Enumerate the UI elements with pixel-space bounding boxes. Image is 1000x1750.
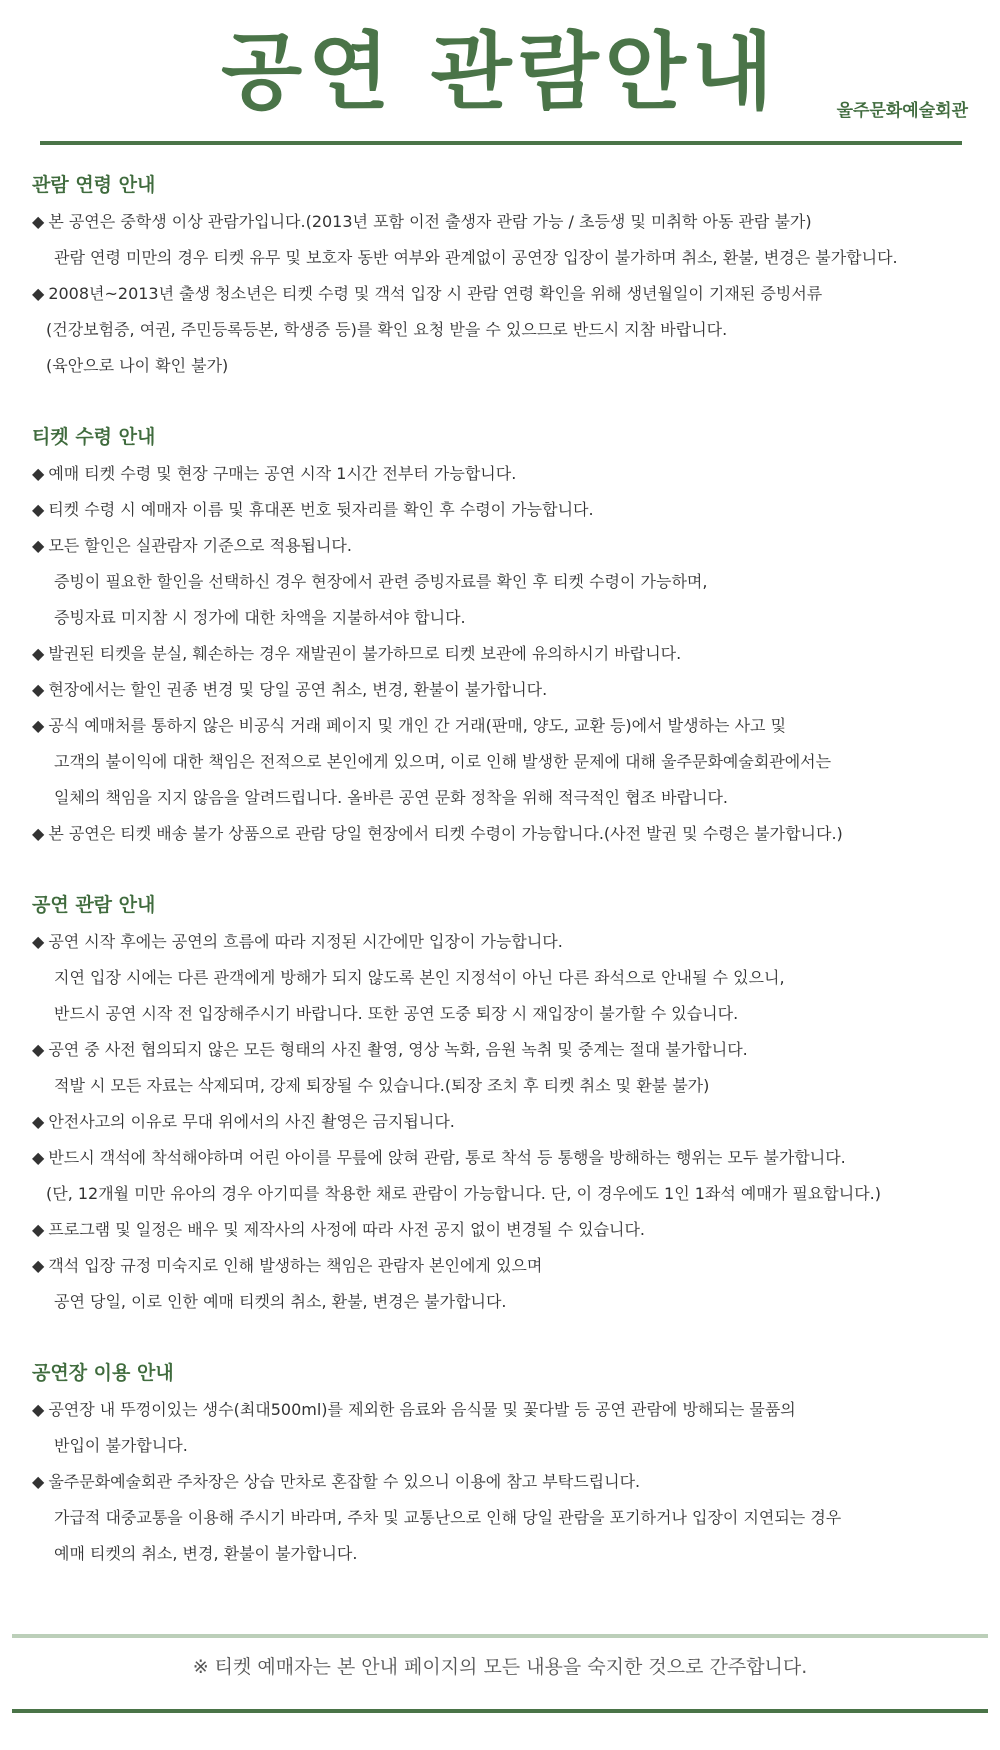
diamond-bullet-icon: ◆ (32, 1040, 45, 1059)
diamond-bullet-icon: ◆ (32, 1400, 45, 1419)
diamond-bullet-icon: ◆ (32, 1220, 45, 1239)
diamond-bullet-icon: ◆ (32, 932, 45, 951)
notice-line (32, 780, 972, 816)
notice-text: 고객의 불이익에 대한 책임은 전적으로 본인에게 있으며, 이로 인해 발생한 문제에 대해 울주문화예술회관에서는 (54, 752, 832, 771)
notice-item (32, 636, 972, 672)
notice-line (32, 1068, 972, 1104)
notice-item (32, 204, 972, 276)
notice-text: 공연장 내 뚜껑이있는 생수(최대500ml)를 제외한 음료와 음식물 및 꽃다발 등 공연 관람에 방해되는 물품의 (48, 1400, 796, 1419)
notice-item (32, 708, 972, 816)
notice-text: 증빙이 필요한 할인을 선택하신 경우 현장에서 관련 증빙자료를 확인 후 티켓 수령이 가능하며, (54, 572, 708, 591)
notice-line (32, 492, 972, 528)
organization-name: 울주문화예술회관 (836, 101, 968, 121)
section-title: 티켓 수령 안내 (32, 426, 156, 448)
diamond-bullet-icon: ◆ (32, 464, 45, 483)
notice-text: 발권된 티켓을 분실, 훼손하는 경우 재발권이 불가하므로 티켓 보관에 유의하시기 바랍니다. (48, 644, 682, 663)
notice-line (32, 240, 972, 276)
diamond-bullet-icon: ◆ (32, 536, 45, 555)
notice-text: 지연 입장 시에는 다른 관객에게 방해가 되지 않도록 본인 지정석이 아닌 다른 좌석으로 안내될 수 있으니, (54, 968, 785, 987)
notice-text: 공연 시작 후에는 공연의 흐름에 따라 지정된 시간에만 입장이 가능합니다. (48, 932, 563, 951)
page-header (0, 0, 1000, 150)
page-title: 공연 관람안내 (220, 22, 780, 121)
diamond-bullet-icon: ◆ (32, 680, 45, 699)
notice-text: (단, 12개월 미만 유아의 경우 아기띠를 착용한 채로 관람이 가능합니다. 단, 이 경우에도 1인 1좌석 예매가 필요합니다.) (46, 1184, 881, 1203)
notice-item (32, 1104, 972, 1140)
notice-item (32, 492, 972, 528)
notice-line (32, 1500, 972, 1536)
notice-item (32, 672, 972, 708)
notice-text: 현장에서는 할인 권종 변경 및 당일 공연 취소, 변경, 환불이 불가합니다. (48, 680, 548, 699)
notice-line (32, 600, 972, 636)
notice-text: 반입이 불가합니다. (54, 1436, 188, 1455)
diamond-bullet-icon: ◆ (32, 824, 45, 843)
notice-text: 본 공연은 중학생 이상 관람가입니다.(2013년 포함 이전 출생자 관람 가능 / 초등생 및 미취학 아동 관람 불가) (48, 212, 812, 231)
notice-line (32, 1428, 972, 1464)
notice-line (32, 816, 972, 852)
notice-text: 관람 연령 미만의 경우 티켓 유무 및 보호자 동반 여부와 관계없이 공연장 입장이 불가하며 취소, 환불, 변경은 불가합니다. (54, 248, 898, 267)
notice-line (32, 456, 972, 492)
notice-text: 반드시 객석에 착석해야하며 어린 아이를 무릎에 앉혀 관람, 통로 착석 등 통행을 방해하는 행위는 모두 불가합니다. (48, 1148, 846, 1167)
notice-text: 공연 당일, 이로 인한 예매 티켓의 취소, 환불, 변경은 불가합니다. (54, 1292, 507, 1311)
footer-divider-bottom (12, 1709, 988, 1713)
notice-line (32, 348, 972, 384)
notice-line (32, 636, 972, 672)
notice-line (32, 1464, 972, 1500)
notice-text: 적발 시 모든 자료는 삭제되며, 강제 퇴장될 수 있습니다.(퇴장 조치 후 티켓 취소 및 환불 불가) (54, 1076, 710, 1095)
notice-line (32, 708, 972, 744)
notice-content (32, 172, 972, 1612)
notice-item (32, 1464, 972, 1572)
notice-text: 객석 입장 규정 미숙지로 인해 발생하는 책임은 관람자 본인에게 있으며 (48, 1256, 543, 1275)
notice-text: 본 공연은 티켓 배송 불가 상품으로 관람 당일 현장에서 티켓 수령이 가능합니다.(사전 발권 및 수령은 불가합니다.) (48, 824, 843, 843)
section-title: 관람 연령 안내 (32, 174, 156, 196)
notice-item (32, 1248, 972, 1320)
notice-text: 안전사고의 이유로 무대 위에서의 사진 촬영은 금지됩니다. (48, 1112, 455, 1131)
notice-text: 반드시 공연 시작 전 입장해주시기 바랍니다. 또한 공연 도중 퇴장 시 재입장이 불가할 수 있습니다. (54, 1004, 739, 1023)
notice-line (32, 924, 972, 960)
notice-line (32, 1176, 972, 1212)
notice-text: 예매 티켓의 취소, 변경, 환불이 불가합니다. (54, 1544, 358, 1563)
notice-line (32, 1032, 972, 1068)
notice-line (32, 1248, 972, 1284)
notice-line (32, 1104, 972, 1140)
notice-item (32, 456, 972, 492)
diamond-bullet-icon: ◆ (32, 1148, 45, 1167)
diamond-bullet-icon: ◆ (32, 716, 45, 735)
notice-line (32, 1212, 972, 1248)
notice-item (32, 1212, 972, 1248)
notice-text: 울주문화예술회관 주차장은 상습 만차로 혼잡할 수 있으니 이용에 참고 부탁드립니다. (48, 1472, 641, 1491)
footer-divider-top (12, 1634, 988, 1638)
footer-note: ※ 티켓 예매자는 본 안내 페이지의 모든 내용을 숙지한 것으로 간주합니다. (192, 1656, 808, 1678)
notice-item (32, 816, 972, 852)
notice-text: (건강보험증, 여권, 주민등록등본, 학생증 등)를 확인 요청 받을 수 있으므로 반드시 지참 바랍니다. (46, 320, 728, 339)
notice-line (32, 528, 972, 564)
notice-line (32, 564, 972, 600)
notice-line (32, 312, 972, 348)
notice-item (32, 276, 972, 384)
notice-item (32, 1032, 972, 1104)
diamond-bullet-icon: ◆ (32, 500, 45, 519)
notice-line (32, 1140, 972, 1176)
notice-text: 예매 티켓 수령 및 현장 구매는 공연 시작 1시간 전부터 가능합니다. (48, 464, 517, 483)
notice-line (32, 276, 972, 312)
notice-text: 모든 할인은 실관람자 기준으로 적용됩니다. (48, 536, 352, 555)
notice-line (32, 204, 972, 240)
notice-text: 일체의 책임을 지지 않음을 알려드립니다. 올바른 공연 문화 정착을 위해 적극적인 협조 바랍니다. (54, 788, 728, 807)
notice-text: 2008년~2013년 출생 청소년은 티켓 수령 및 객석 입장 시 관람 연령 확인을 위해 생년월일이 기재된 증빙서류 (48, 284, 823, 303)
notice-section (32, 424, 972, 852)
notice-section (32, 1360, 972, 1572)
notice-item (32, 924, 972, 1032)
notice-section (32, 172, 972, 384)
notice-line (32, 1284, 972, 1320)
section-title: 공연 관람 안내 (32, 894, 156, 916)
notice-line (32, 744, 972, 780)
diamond-bullet-icon: ◆ (32, 284, 45, 303)
diamond-bullet-icon: ◆ (32, 1256, 45, 1275)
header-divider (40, 141, 962, 145)
notice-text: 프로그램 및 일정은 배우 및 제작사의 사정에 따라 사전 공지 없이 변경될 수 있습니다. (48, 1220, 646, 1239)
notice-item (32, 528, 972, 636)
notice-text: 가급적 대중교통을 이용해 주시기 바라며, 주차 및 교통난으로 인해 당일 관람을 포기하거나 입장이 지연되는 경우 (54, 1508, 842, 1527)
notice-line (32, 1536, 972, 1572)
notice-section (32, 892, 972, 1320)
notice-line (32, 996, 972, 1032)
diamond-bullet-icon: ◆ (32, 212, 45, 231)
notice-text: 공연 중 사전 협의되지 않은 모든 형태의 사진 촬영, 영상 녹화, 음원 녹취 및 중계는 절대 불가합니다. (48, 1040, 748, 1059)
notice-text: 증빙자료 미지참 시 정가에 대한 차액을 지불하셔야 합니다. (54, 608, 466, 627)
notice-item (32, 1140, 972, 1212)
notice-line (32, 672, 972, 708)
section-title: 공연장 이용 안내 (32, 1362, 174, 1384)
notice-text: 공식 예매처를 통하지 않은 비공식 거래 페이지 및 개인 간 거래(판매, 양도, 교환 등)에서 발생하는 사고 및 (48, 716, 787, 735)
notice-text: (육안으로 나이 확인 불가) (46, 356, 229, 375)
notice-line (32, 960, 972, 996)
diamond-bullet-icon: ◆ (32, 644, 45, 663)
diamond-bullet-icon: ◆ (32, 1472, 45, 1491)
notice-line (32, 1392, 972, 1428)
notice-item (32, 1392, 972, 1464)
notice-text: 티켓 수령 시 예매자 이름 및 휴대폰 번호 뒷자리를 확인 후 수령이 가능합니다. (48, 500, 594, 519)
diamond-bullet-icon: ◆ (32, 1112, 45, 1131)
